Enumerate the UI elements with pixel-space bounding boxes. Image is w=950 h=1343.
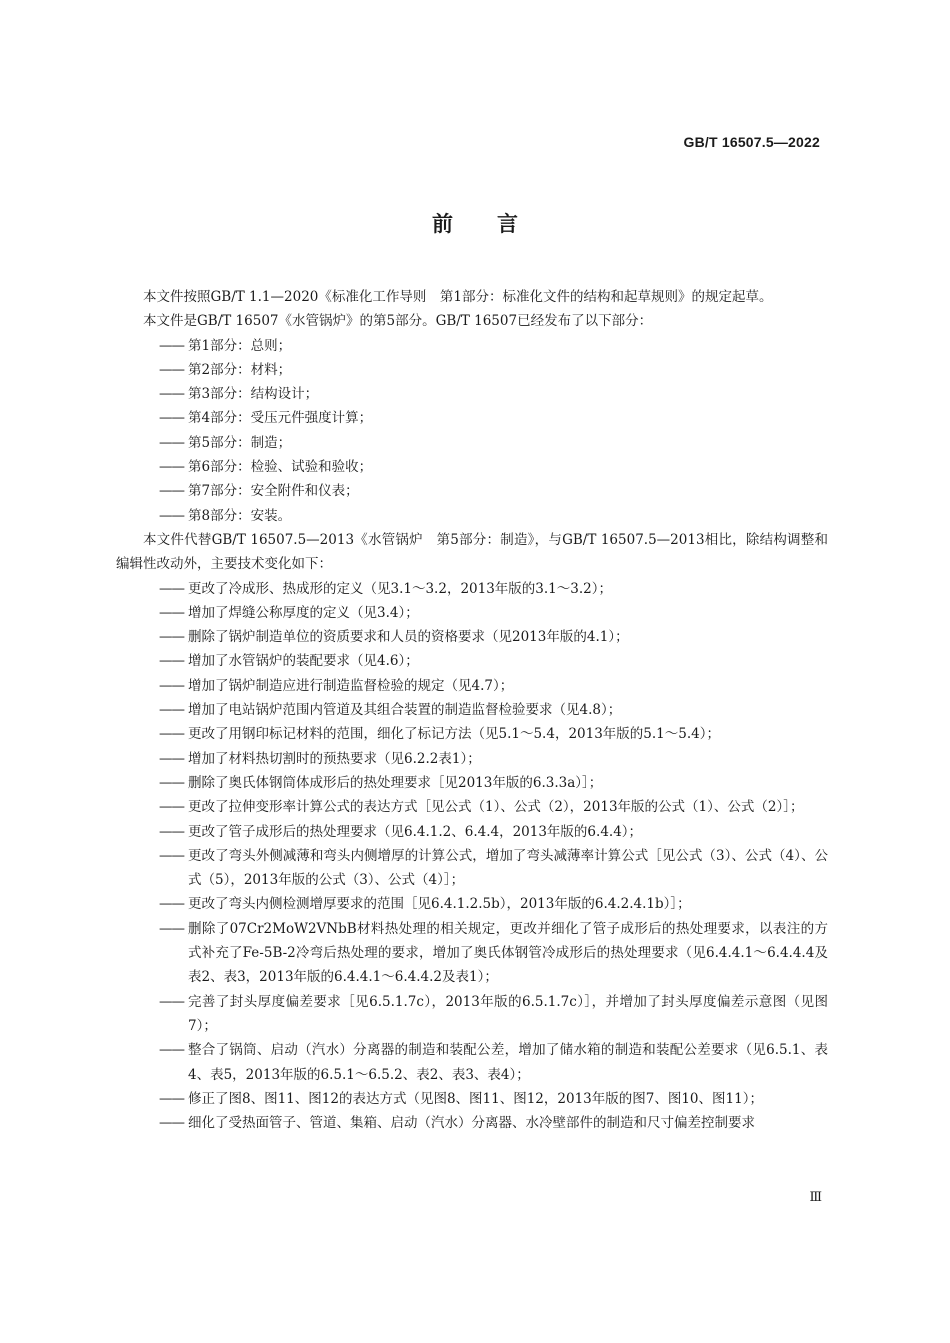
list-item — [116, 747, 828, 771]
list-item-text: 完善了封头厚度偏差要求［见6.5.1.7c），2013年版的6.5.1.7c）］，并增加了封头厚度偏差示意图（见图7）； — [188, 993, 828, 1034]
paragraph-series-intro: 本文件是GB/T 16507《水管锅炉》的第5部分。GB/T 16507已经发布了以下部分： — [143, 313, 653, 330]
list-item-text: 更改了冷成形、热成形的定义（见3.1～3.2，2013年版的3.1～3.2）； — [188, 580, 612, 597]
list-item-text: 整合了锅筒、启动（汽水）分离器的制造和装配公差，增加了储水箱的制造和装配公差要求（见6.5.1、表4、表5，2013年版的6.5.1～6.5.2、表2、表3、表4）； — [188, 1042, 828, 1083]
list-item-text: 细化了受热面管子、管道、集箱、启动（汽水）分离器、水冷壁部件的制造和尺寸偏差控制要求 — [188, 1115, 755, 1132]
list-item — [116, 625, 828, 649]
list-item-text: 第6部分：检验、试验和验收； — [188, 459, 373, 476]
list-item — [116, 1087, 828, 1111]
list-dash: —— — [159, 629, 184, 646]
list-dash: —— — [159, 459, 184, 476]
list-item — [116, 382, 828, 406]
page-title: 前言 — [432, 212, 562, 236]
list-item-text: 删除了锅炉制造单位的资质要求和人员的资格要求（见2013年版的4.1）； — [188, 629, 629, 646]
list-item — [116, 504, 828, 528]
list-dash: —— — [159, 1115, 184, 1132]
list-item-text: 增加了电站锅炉范围内管道及其组合装置的制造监督检验要求（见4.8）； — [188, 702, 622, 719]
list-dash: —— — [159, 920, 184, 937]
list-item — [116, 771, 828, 795]
list-item — [116, 431, 828, 455]
list-item — [116, 406, 828, 430]
list-dash: —— — [159, 507, 184, 524]
parts-list — [116, 334, 828, 528]
list-item — [116, 820, 828, 844]
list-dash: —— — [159, 604, 184, 621]
changes-list — [116, 577, 828, 1136]
list-item-text: 更改了管子成形后的热处理要求（见6.4.1.2、6.4.4，2013年版的6.4.4）； — [188, 823, 643, 840]
list-item — [116, 917, 828, 990]
list-item-text: 增加了水管锅炉的装配要求（见4.6）； — [188, 653, 419, 670]
list-item-text: 修正了图8、图11、图12的表达方式（见图8、图11、图12，2013年版的图7、图10、图11）； — [188, 1090, 763, 1107]
list-item — [116, 334, 828, 358]
list-item-text: 第3部分：结构设计； — [188, 386, 319, 403]
list-item — [116, 577, 828, 601]
paragraph-drafting-basis: 本文件按照GB/T 1.1—2020《标准化工作导则 第1部分：标准化文件的结构和起草规则》的规定起草。 — [143, 289, 773, 305]
list-item — [116, 892, 828, 916]
list-item — [116, 698, 828, 722]
list-item-text: 第2部分：材料； — [188, 361, 292, 378]
list-dash: —— — [159, 580, 184, 597]
list-dash: —— — [159, 677, 184, 694]
list-item-text: 更改了用钢印标记材料的范围，细化了标记方法（见5.1～5.4，2013年版的5.1～5.4）； — [188, 726, 720, 743]
list-dash: —— — [159, 434, 184, 451]
list-item — [116, 455, 828, 479]
list-item-text: 删除了07Cr2MoW2VNbB材料热处理的相关规定，更改并细化了管子成形后的热处理要求，以表注的方式补充了Fe-5B-2冷弯后热处理的要求，增加了奥氏体钢管冷成形后的热处理要求（见6.4.4.1～6.4.4.4及表2、表3，2013年版的6.4.4.1～6.4.4.2及表1）； — [188, 920, 828, 986]
list-dash: —— — [159, 774, 184, 791]
list-item-text: 更改了弯头内侧检测增厚要求的范围［见6.4.1.2.5b），2013年版的6.4.2.4.1b）］； — [188, 896, 691, 913]
list-item — [116, 601, 828, 625]
list-item — [116, 722, 828, 746]
list-item — [116, 358, 828, 382]
page-number: Ⅲ — [809, 1190, 822, 1205]
list-dash: —— — [159, 896, 184, 913]
list-dash: —— — [159, 1042, 184, 1059]
list-item — [116, 649, 828, 673]
list-item — [116, 990, 828, 1039]
list-item-text: 第7部分：安全附件和仪表； — [188, 483, 359, 500]
list-dash: —— — [159, 361, 184, 378]
list-item-text: 增加了焊缝公称厚度的定义（见3.4）； — [188, 604, 419, 621]
list-item — [116, 795, 828, 819]
list-dash: —— — [159, 847, 184, 864]
list-dash: —— — [159, 726, 184, 743]
list-item — [116, 674, 828, 698]
list-item — [116, 1038, 828, 1087]
list-dash: —— — [159, 483, 184, 500]
list-dash: —— — [159, 799, 184, 816]
list-dash: —— — [159, 702, 184, 719]
list-dash: —— — [159, 653, 184, 670]
list-dash: —— — [159, 410, 184, 427]
list-dash: —— — [159, 823, 184, 840]
list-dash: —— — [159, 1090, 184, 1107]
list-item-text: 删除了奥氏体钢筒体成形后的热处理要求［见2013年版的6.3.3a）］； — [188, 774, 603, 791]
list-dash: —— — [159, 386, 184, 403]
list-item-text: 第4部分：受压元件强度计算； — [188, 410, 373, 427]
list-item-text: 第5部分：制造； — [188, 434, 292, 451]
list-item — [116, 479, 828, 503]
paragraph-replacement: 本文件代替GB/T 16507.5—2013《水管锅炉 第5部分：制造》，与GB/T 16507.5—2013相比，除结构调整和编辑性改动外，主要技术变化如下： — [116, 531, 828, 573]
list-item — [116, 1111, 828, 1135]
list-item — [116, 844, 828, 893]
list-dash: —— — [159, 750, 184, 767]
list-item-text: 第1部分：总则； — [188, 337, 292, 354]
standard-code: GB/T 16507.5—2022 — [683, 134, 820, 150]
list-dash: —— — [159, 993, 184, 1010]
list-item-text: 第8部分：安装。 — [188, 507, 292, 524]
list-item-text: 增加了锅炉制造应进行制造监督检验的规定（见4.7）； — [188, 677, 514, 694]
list-item-text: 更改了弯头外侧减薄和弯头内侧增厚的计算公式，增加了弯头减薄率计算公式［见公式（3）、公式（4）、公式（5），2013年版的公式（3）、公式（4）］； — [188, 847, 828, 889]
list-dash: —— — [159, 337, 184, 354]
document-body — [116, 285, 828, 1135]
list-item-text: 增加了材料热切割时的预热要求（见6.2.2表1）； — [188, 750, 481, 767]
list-item-text: 更改了拉伸变形率计算公式的表达方式［见公式（1）、公式（2），2013年版的公式（1）、公式（2）］； — [188, 799, 804, 816]
